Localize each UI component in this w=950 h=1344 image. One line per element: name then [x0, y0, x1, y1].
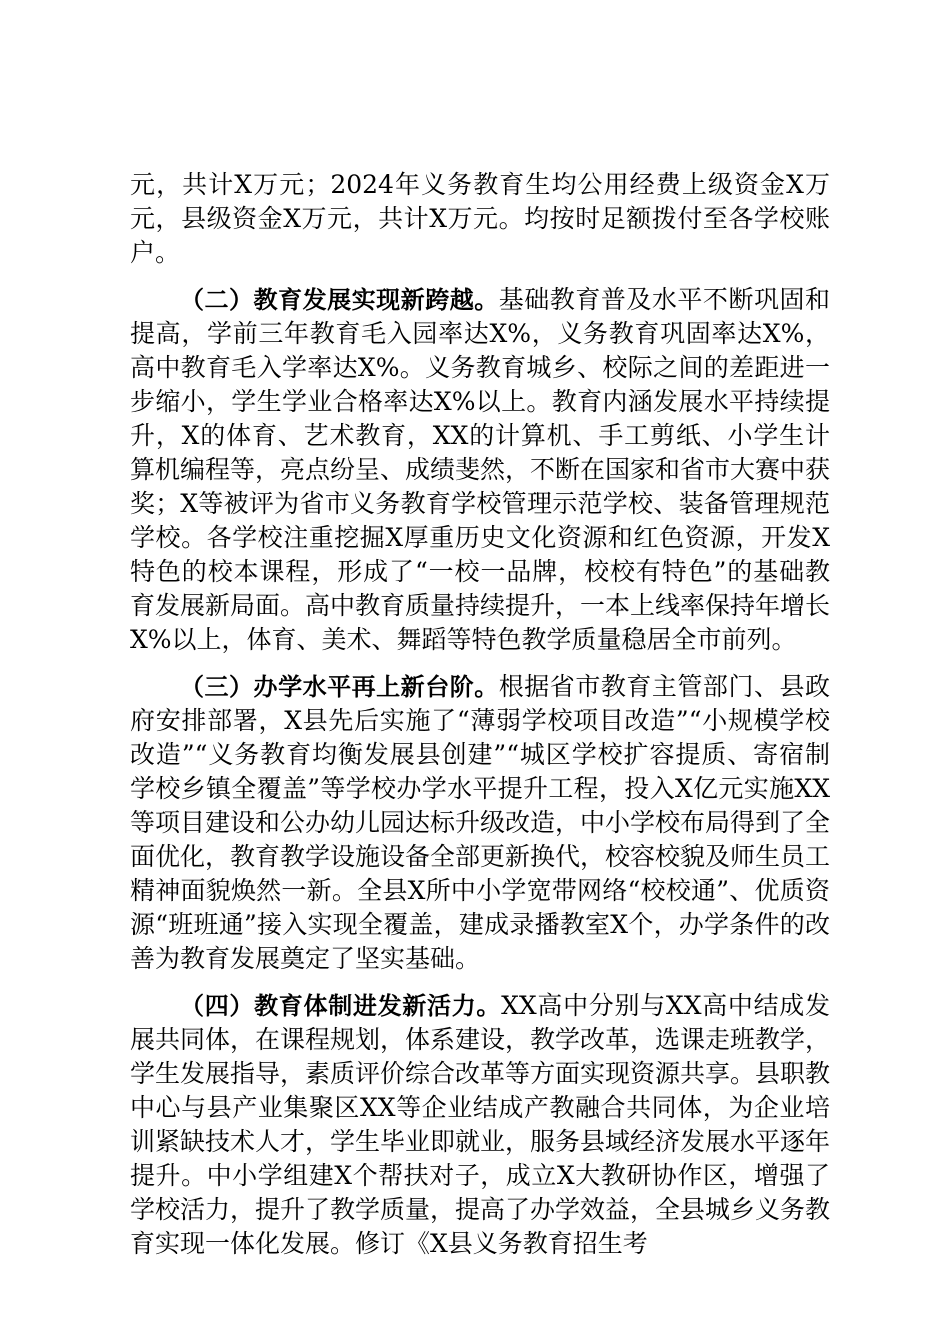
paragraph-body: XX高中分别与XX高中结成发展共同体，在课程规划，体系建设，教学改革，选课走班教学，学生发展指导，素质评价综合改革等方面实现资源共享。县职教中心与县产业集聚区XX等企业结成产教融合共同体，为企业培训紧缺技术人才，学生毕业即就业，服务县域经济发展水平逐年提升。中小学组建X个帮扶对子，成立X大教研协作区，增强了学校活力，提升了教学质量，提高了办学效益，全县城乡义务教育实现一体化发展。修订《X县义务教育招生考 [130, 991, 831, 1258]
section-heading: （三）办学水平再上新台阶。 [180, 673, 499, 701]
section-heading: （二）教育发展实现新跨越。 [180, 286, 499, 314]
paragraph-education-system [130, 989, 830, 1261]
document-page [130, 168, 830, 1261]
paragraph-body: 基础教育普及水平不断巩固和提高，学前三年教育毛入园率达X%，义务教育巩固率达X%，高中教育毛入学率达X%。义务教育城乡、校际之间的差距进一步缩小，学生学业合格率达X%以上。教育内涵发展水平持续提升，X的体育、艺术教育，XX的计算机、手工剪纸、小学生计算机编程等，亮点纷呈、成绩斐然，不断在国家和省市大赛中获奖；X等被评为省市义务教育学校管理示范学校、装备管理规范学校。各学校注重挖掘X厚重历史文化资源和红色资源，开发X特色的校本课程，形成了“一校一品牌，校校有特色”的基础教育发展新局面。高中教育质量持续提升，一本上线率保持年增长X%以上，体育、美术、舞蹈等特色教学质量稳居全市前列。 [130, 285, 831, 654]
section-heading: （四）教育体制进发新活力。 [180, 992, 502, 1020]
paragraph-continuation [130, 168, 830, 270]
paragraph-school-level [130, 670, 830, 976]
paragraph-education-development [130, 283, 830, 657]
paragraph-body: 元，共计X万元；2024年义务教育生均公用经费上级资金X万元，县级资金X万元，共计X万元。均按时足额拨付至各学校账户。 [130, 170, 830, 267]
paragraph-body: 根据省市教育主管部门、县政府安排部署，X县先后实施了“薄弱学校项目改造”“小规模学校改造”“义务教育均衡发展县创建”“城区学校扩容提质、寄宿制学校乡镇全覆盖”等学校办学水平提升工程，投入X亿元实施XX等项目建设和公办幼儿园达标升级改造，中小学校布局得到了全面优化，教育教学设施设备全部更新换代，校容校貌及师生员工精神面貌焕然一新。全县X所中小学宽带网络“校校通”、优质资源“班班通”接入实现全覆盖，建成录播教室X个，办学条件的改善为教育发展奠定了坚实基础。 [130, 672, 831, 973]
